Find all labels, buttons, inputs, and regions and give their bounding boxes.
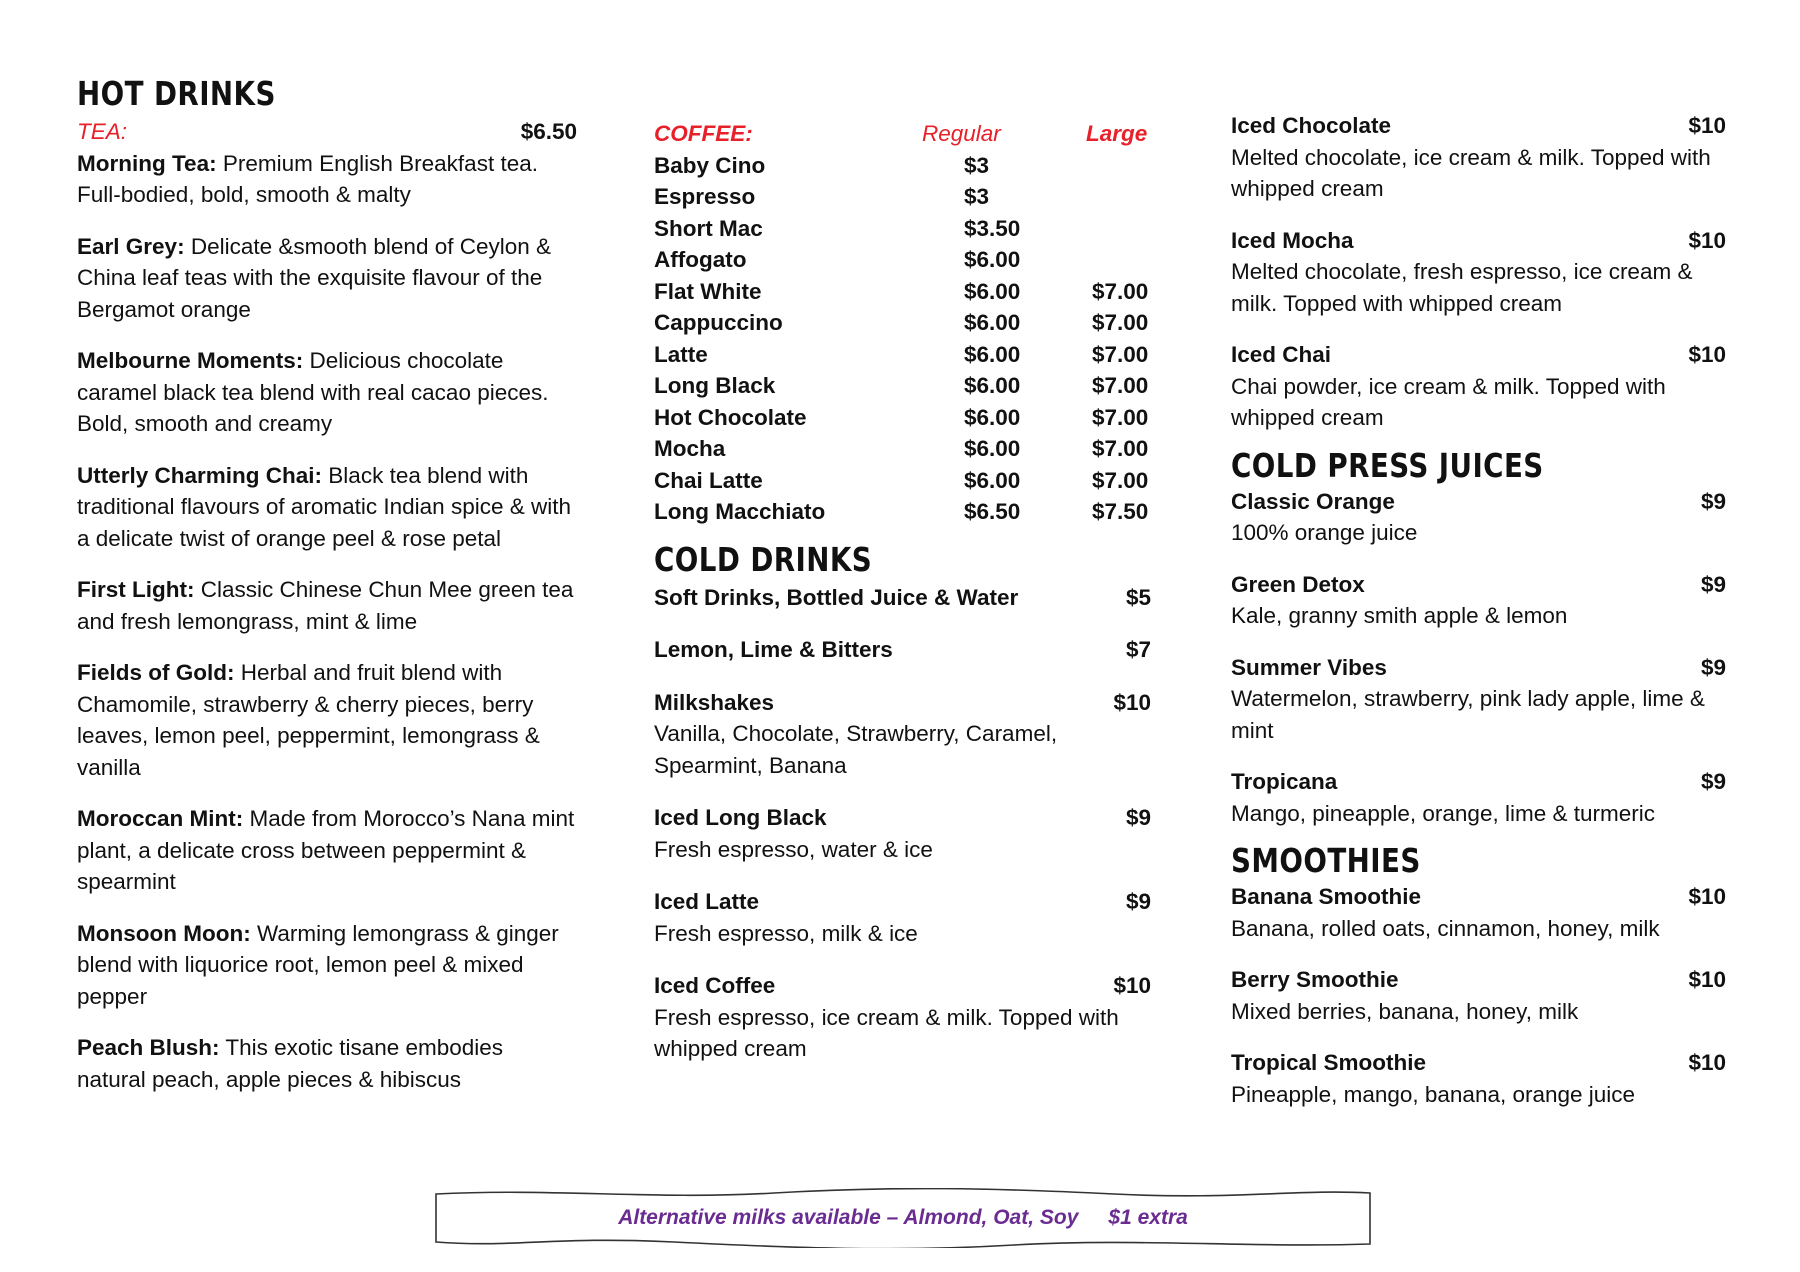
smoothie-desc: Pineapple, mango, banana, orange juice <box>1231 1081 1636 1107</box>
cold-drinks-heading: COLD DRINKS <box>654 539 873 579</box>
cold-drink-desc: Fresh espresso, ice cream & milk. Topped with whipped cream <box>654 1004 1119 1061</box>
coffee-regular-price: $6.00 <box>964 278 1021 304</box>
coffee-name: Espresso <box>654 184 756 209</box>
tea-item <box>77 148 577 211</box>
tea-item-desc: Black tea blend with traditional flavours of aromatic Indian spice & with a delicate twist of orange peel & rose petal <box>77 462 571 551</box>
cold-drink-price: $9 <box>1125 805 1151 830</box>
cold-drink-price: $10 <box>1113 689 1151 715</box>
cold-drink-item <box>654 582 1154 614</box>
iced-drink-desc: Melted chocolate, ice cream & milk. Topped with whipped cream <box>1231 144 1711 201</box>
cold-drink-desc: Fresh espresso, water & ice <box>654 836 933 862</box>
cold-drink-name: Milkshakes <box>654 689 775 715</box>
alternative-milks-extra: $1 extra <box>1108 1206 1188 1229</box>
coffee-name: Affogato <box>654 247 747 272</box>
coffee-row <box>654 181 1154 213</box>
coffee-regular-price: $3 <box>964 152 990 178</box>
juice-price: $9 <box>1700 488 1726 514</box>
coffee-regular-price: $6.00 <box>964 373 1021 398</box>
tea-item <box>77 460 577 555</box>
coffee-cold-column <box>654 74 1154 1086</box>
coffee-row <box>654 465 1154 497</box>
coffee-name: Long Black <box>654 373 776 398</box>
coffee-row <box>654 150 1154 182</box>
tea-item-desc: Delicious chocolate caramel black tea blend with real cacao pieces. Bold, smooth and creamy <box>77 348 549 436</box>
coffee-row <box>654 433 1154 465</box>
iced-drink-desc: Melted chocolate, fresh espresso, ice cream & milk. Topped with whipped cream <box>1231 259 1693 316</box>
cold-drink-item <box>654 687 1154 782</box>
coffee-row <box>654 276 1154 308</box>
tea-item <box>77 1032 577 1095</box>
coffee-name: Chai Latte <box>654 467 763 493</box>
juice-price: $9 <box>1700 571 1726 597</box>
coffee-regular-price: $6.00 <box>964 341 1021 367</box>
smoothie-desc: Mixed berries, banana, honey, milk <box>1231 998 1579 1024</box>
smoothie-item <box>1231 964 1731 1027</box>
coffee-label: COFFEE: <box>654 121 753 146</box>
smoothie-item <box>1231 881 1731 944</box>
tea-item-desc: Warming lemongrass & ginger blend with liquorice root, lemon peel & mixed pepper <box>77 920 559 1009</box>
tea-item-desc: Delicate &smooth blend of Ceylon & China leaf teas with the exquisite flavour of the Bergamot orange <box>77 233 552 322</box>
large-label: Large <box>1086 121 1148 146</box>
coffee-regular-price: $6.00 <box>964 467 1021 493</box>
coffee-large-price: $7.00 <box>1092 467 1149 493</box>
cold-drink-name: Iced Latte <box>654 889 760 914</box>
tea-item-name: First Light: <box>77 577 195 602</box>
smoothie-item <box>1231 1047 1731 1110</box>
cold-drink-name: Lemon, Lime & Bitters <box>654 637 893 662</box>
coffee-row <box>654 213 1154 245</box>
coffee-name: Baby Cino <box>654 152 766 178</box>
coffee-name: Mocha <box>654 436 726 461</box>
alternative-milks-banner <box>434 1188 1372 1248</box>
tea-item-name: Moroccan Mint: <box>77 806 244 831</box>
coffee-row <box>654 244 1154 276</box>
tea-label: TEA: <box>77 119 128 144</box>
tea-item <box>77 657 577 783</box>
cold-drink-name: Iced Coffee <box>654 973 776 998</box>
tea-item-name: Monsoon Moon: <box>77 920 251 946</box>
tea-item-name: Peach Blush: <box>77 1035 220 1060</box>
cold-drink-price: $10 <box>1113 973 1151 998</box>
iced-drink-item <box>1231 339 1731 434</box>
cold-drink-item <box>654 970 1154 1065</box>
coffee-large-price: $7.50 <box>1092 499 1149 524</box>
coffee-large-price: $7.00 <box>1092 278 1149 304</box>
juice-name: Tropicana <box>1231 769 1338 794</box>
coffee-row <box>654 307 1154 339</box>
iced-drink-name: Iced Chocolate <box>1231 113 1392 138</box>
tea-item <box>77 345 577 440</box>
tea-header <box>77 116 577 148</box>
coffee-name: Latte <box>654 341 708 367</box>
coffee-row <box>654 402 1154 434</box>
hot-drinks-column <box>77 74 577 1115</box>
coffee-large-price: $7.00 <box>1092 373 1149 398</box>
tea-price: $6.50 <box>520 119 577 144</box>
coffee-regular-price: $3.50 <box>964 215 1021 241</box>
iced-drink-name: Iced Chai <box>1231 342 1332 367</box>
tea-item <box>77 231 577 326</box>
coffee-regular-price: $6.00 <box>964 436 1021 461</box>
alternative-milks-note <box>434 1188 1372 1248</box>
juices-smoothies-column <box>1231 110 1731 1130</box>
iced-drink-desc: Chai powder, ice cream & milk. Topped with whipped cream <box>1231 373 1666 430</box>
cold-drink-item <box>654 634 1154 666</box>
smoothie-price: $10 <box>1688 884 1726 909</box>
iced-drink-item <box>1231 225 1731 320</box>
coffee-name: Hot Chocolate <box>654 404 807 430</box>
smoothie-price: $10 <box>1688 1050 1726 1075</box>
juice-item <box>1231 766 1731 829</box>
iced-drink-price: $10 <box>1688 227 1726 253</box>
tea-item-name: Melbourne Moments: <box>77 348 304 373</box>
cold-drink-price: $5 <box>1125 584 1151 610</box>
coffee-regular-price: $6.50 <box>964 499 1021 524</box>
coffee-name: Long Macchiato <box>654 499 826 524</box>
iced-drink-name: Iced Mocha <box>1231 227 1354 253</box>
coffee-name: Short Mac <box>654 215 763 241</box>
cold-drink-price: $9 <box>1125 889 1151 914</box>
coffee-table <box>654 118 1154 528</box>
coffee-large-price: $7.00 <box>1092 436 1149 461</box>
juice-item <box>1231 486 1731 549</box>
cold-drink-desc: Fresh espresso, milk & ice <box>654 920 918 946</box>
tea-item <box>77 803 577 898</box>
juice-item <box>1231 652 1731 747</box>
cold-drinks-section <box>654 540 1154 1065</box>
iced-drinks-section <box>1231 110 1731 434</box>
juice-desc: Mango, pineapple, orange, lime & turmeric <box>1231 800 1655 826</box>
tea-item-desc: Made from Morocco’s Nana mint plant, a delicate cross between peppermint & spearmint <box>77 806 575 894</box>
juice-name: Green Detox <box>1231 571 1365 597</box>
tea-item <box>77 574 577 637</box>
iced-drink-item <box>1231 110 1731 205</box>
coffee-header-row <box>654 118 1154 150</box>
tea-item-desc: Herbal and fruit blend with Chamomile, strawberry & cherry pieces, berry leaves, lemon peel, peppermint, lemongrass & vanilla <box>77 660 540 780</box>
cold-press-juices-section <box>1231 446 1731 830</box>
juice-desc: Watermelon, strawberry, pink lady apple, lime & mint <box>1231 686 1705 743</box>
tea-item-desc: This exotic tisane embodies natural peach, apple pieces & hibiscus <box>77 1035 504 1092</box>
coffee-row <box>654 496 1154 528</box>
coffee-row <box>654 370 1154 402</box>
juice-desc: Kale, granny smith apple & lemon <box>1231 603 1568 628</box>
hot-drinks-heading: HOT DRINKS <box>77 74 276 113</box>
coffee-large-price: $7.00 <box>1092 310 1149 335</box>
juice-name: Summer Vibes <box>1231 654 1387 680</box>
juice-item <box>1231 569 1731 632</box>
tea-item-name: Fields of Gold: <box>77 660 235 685</box>
coffee-name: Cappuccino <box>654 310 783 335</box>
juice-price: $9 <box>1700 769 1726 794</box>
cold-drink-name: Soft Drinks, Bottled Juice & Water <box>654 584 1019 610</box>
tea-item-desc: Classic Chinese Chun Mee green tea and fresh lemongrass, mint & lime <box>77 577 574 634</box>
tea-item-desc: Premium English Breakfast tea. Full-bodied, bold, smooth & malty <box>77 150 538 207</box>
smoothies-heading: SMOOTHIES <box>1231 841 1421 880</box>
tea-item-name: Utterly Charming Chai: <box>77 462 323 488</box>
juice-name: Classic Orange <box>1231 488 1395 514</box>
tea-item <box>77 918 577 1013</box>
coffee-large-price: $7.00 <box>1092 341 1149 367</box>
smoothies-section <box>1231 841 1731 1110</box>
cold-drink-price: $7 <box>1125 637 1151 662</box>
cold-drink-item <box>654 886 1154 949</box>
coffee-regular-price: $3 <box>964 184 990 209</box>
coffee-regular-price: $6.00 <box>964 247 1021 272</box>
cold-drink-desc: Vanilla, Chocolate, Strawberry, Caramel, Spearmint, Banana <box>654 721 1058 778</box>
smoothie-desc: Banana, rolled oats, cinnamon, honey, milk <box>1231 915 1660 941</box>
smoothie-price: $10 <box>1688 967 1726 992</box>
cold-drink-name: Iced Long Black <box>654 805 827 830</box>
tea-item-name: Morning Tea: <box>77 150 217 176</box>
coffee-regular-price: $6.00 <box>964 310 1021 335</box>
cold-drink-item <box>654 802 1154 865</box>
coffee-regular-price: $6.00 <box>964 404 1021 430</box>
cold-press-juices-heading: COLD PRESS JUICES <box>1231 445 1544 485</box>
iced-drink-price: $10 <box>1688 113 1726 138</box>
iced-drink-price: $10 <box>1688 342 1726 367</box>
smoothie-name: Banana Smoothie <box>1231 884 1422 909</box>
regular-label: Regular <box>922 121 1001 146</box>
juice-desc: 100% orange juice <box>1231 520 1418 545</box>
smoothie-name: Berry Smoothie <box>1231 967 1399 992</box>
juice-price: $9 <box>1700 654 1726 680</box>
alternative-milks-text: Alternative milks available – Almond, Oat, Soy <box>618 1206 1079 1229</box>
smoothie-name: Tropical Smoothie <box>1231 1050 1427 1075</box>
coffee-row <box>654 339 1154 371</box>
tea-item-name: Earl Grey: <box>77 233 185 259</box>
coffee-name: Flat White <box>654 278 762 304</box>
coffee-large-price: $7.00 <box>1092 404 1149 430</box>
